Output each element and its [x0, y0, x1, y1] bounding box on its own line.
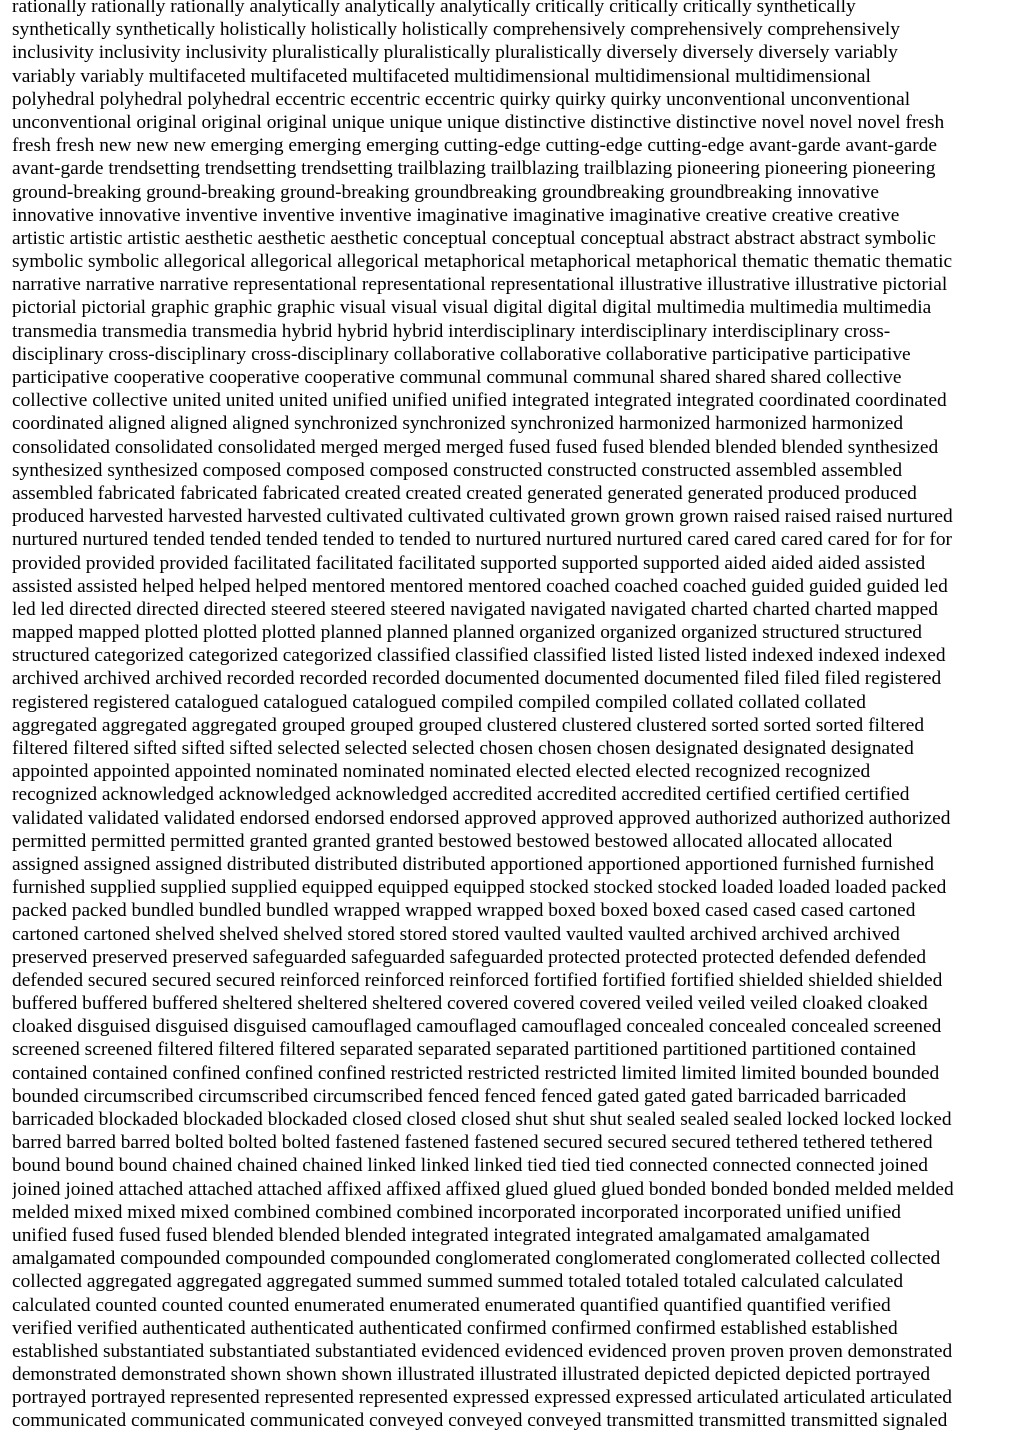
text-line: narrative narrative narrative representational representational representational illustrative illustrative illustrative pictorial: [12, 274, 948, 296]
text-line: defended secured secured secured reinforced reinforced reinforced fortified fortified fortified shielded shielded shielded: [12, 969, 943, 991]
text-line: variably variably multifaceted multifaceted multifaceted multidimensional multidimensional multidimensional: [12, 65, 871, 87]
text-line: consolidated consolidated consolidated merged merged merged fused fused fused blended blended blended synthesized: [12, 436, 939, 458]
text-line: registered registered catalogued catalogued catalogued compiled compiled compiled collated collated collated: [12, 691, 866, 713]
text-line: calculated counted counted counted enumerated enumerated enumerated quantified quantified quantified verified: [12, 1294, 891, 1316]
text-line: rationally rationally rationally analytically analytically analytically critically critically critically synthetically: [12, 0, 856, 17]
text-line: synthetically synthetically holistically holistically holistically comprehensively comprehensively comprehensively: [12, 19, 900, 41]
text-line: verified verified authenticated authenticated authenticated confirmed confirmed confirmed established established: [12, 1317, 898, 1339]
document-text-body: [12, 0, 1016, 1433]
text-line: assembled fabricated fabricated fabricated created created created generated generated generated produced produced: [12, 482, 917, 504]
text-line: buffered buffered buffered sheltered sheltered sheltered covered covered covered veiled veiled veiled cloaked cloaked: [12, 993, 928, 1015]
text-line: collected aggregated aggregated aggregated summed summed summed totaled totaled totaled calculated calculated: [12, 1271, 904, 1293]
text-line: screened screened filtered filtered filtered separated separated separated partitioned partitioned partitioned contained: [12, 1039, 916, 1061]
text-line: aggregated aggregated aggregated grouped grouped grouped clustered clustered clustered sorted sorted sorted filtered: [12, 714, 925, 736]
text-line: amalgamated compounded compounded compounded conglomerated conglomerated conglomerated collected collected: [12, 1248, 941, 1270]
text-line: cartoned cartoned shelved shelved shelved stored stored stored vaulted vaulted vaulted archived archived archived: [12, 923, 900, 945]
text-line: inclusivity inclusivity inclusivity pluralistically pluralistically pluralistically diversely diversely diversely variably: [12, 42, 898, 64]
text-line: mapped mapped plotted plotted plotted planned planned planned organized organized organized structured structured: [12, 622, 922, 644]
text-line: artistic artistic artistic aesthetic aesthetic aesthetic conceptual conceptual conceptual abstract abstract abstract symbolic: [12, 227, 936, 249]
text-line: validated validated validated endorsed endorsed endorsed approved approved approved authorized authorized authorized: [12, 807, 951, 829]
text-line: structured categorized categorized categorized classified classified classified listed listed listed indexed indexed indexed: [12, 645, 946, 667]
text-line: contained contained confined confined confined restricted restricted restricted limited limited limited bounded bounded: [12, 1062, 940, 1084]
text-line: joined joined attached attached attached affixed affixed affixed glued glued glued bonded bonded bonded melded melded: [12, 1178, 954, 1200]
text-line: archived archived archived recorded recorded recorded documented documented documented filed filed filed registered: [12, 668, 942, 690]
text-line: filtered filtered sifted sifted sifted selected selected selected chosen chosen chosen designated designated designated: [12, 738, 914, 759]
text-line: established substantiated substantiated substantiated evidenced evidenced evidenced proven proven proven demonstrated: [12, 1340, 953, 1362]
text-line: recognized acknowledged acknowledged acknowledged accredited accredited accredited certified certified certified: [12, 784, 910, 806]
text-line: fresh fresh new new new emerging emerging emerging cutting-edge cutting-edge cutting-edge avant-garde avant-garde: [12, 135, 938, 157]
text-line: unified fused fused fused blended blended blended integrated integrated integrated amalgamated amalgamated: [12, 1224, 870, 1246]
text-line: melded mixed mixed mixed combined combined combined incorporated incorporated incorporated unified unified: [12, 1201, 901, 1223]
text-line: assigned assigned assigned distributed distributed distributed apportioned apportioned apportioned furnished furnished: [12, 853, 934, 875]
text-line: transmedia transmedia transmedia hybrid hybrid hybrid interdisciplinary interdisciplinary interdisciplinary cross-: [12, 320, 891, 342]
text-line: produced harvested harvested harvested cultivated cultivated cultivated grown grown grown raised raised raised nurtured: [12, 506, 953, 528]
text-line: nurtured nurtured tended tended tended tended to tended to nurtured nurtured nurtured cared cared cared cared for for for: [12, 529, 953, 551]
text-line: furnished supplied supplied supplied equipped equipped equipped stocked stocked stocked loaded loaded loaded packed: [12, 877, 947, 899]
text-line: barricaded blockaded blockaded blockaded closed closed closed shut shut shut sealed sealed sealed locked locked locked: [12, 1109, 952, 1130]
text-line: pictorial pictorial graphic graphic graphic visual visual visual digital digital digital multimedia multimedia multimedia: [12, 297, 932, 319]
text-line: bound bound bound chained chained chained linked linked linked tied tied tied connected connected connected joined: [12, 1155, 928, 1177]
text-line: symbolic symbolic allegorical allegorical allegorical metaphorical metaphorical metaphorical thematic thematic thematic: [12, 251, 953, 273]
text-line: unconventional original original original unique unique unique distinctive distinctive distinctive novel novel novel fresh: [12, 111, 945, 133]
text-line: participative cooperative cooperative cooperative communal communal communal shared shared shared collective: [12, 367, 902, 388]
text-line: synthesized synthesized composed composed composed constructed constructed constructed assembled assembled: [12, 459, 903, 481]
text-line: innovative innovative inventive inventive inventive imaginative imaginative imaginative creative creative creative: [12, 204, 900, 226]
text-line: led led directed directed directed steered steered steered navigated navigated navigated charted charted charted mapped: [12, 598, 938, 620]
text-line: portrayed portrayed represented represented represented expressed expressed expressed articulated articulated articulated: [12, 1387, 952, 1409]
text-line: barred barred barred bolted bolted bolted fastened fastened fastened secured secured secured tethered tethered tethered: [12, 1132, 933, 1154]
text-line: packed packed bundled bundled bundled wrapped wrapped wrapped boxed boxed boxed cased cased cased cartoned: [12, 900, 916, 922]
text-line: preserved preserved preserved safeguarded safeguarded safeguarded protected protected protected defended defended: [12, 946, 927, 968]
text-line: appointed appointed appointed nominated nominated nominated elected elected elected recognized recognized: [12, 761, 871, 783]
text-line: assisted assisted helped helped helped mentored mentored mentored coached coached coached guided guided guided led: [12, 575, 948, 597]
text-line: ground-breaking ground-breaking ground-breaking groundbreaking groundbreaking groundbreaking innovative: [12, 181, 879, 203]
text-line: provided provided provided facilitated facilitated facilitated supported supported supported aided aided aided assisted: [12, 552, 926, 574]
text-line: communicated communicated communicated conveyed conveyed conveyed transmitted transmitted transmitted signaled: [12, 1410, 948, 1432]
text-line: coordinated aligned aligned aligned synchronized synchronized synchronized harmonized harmonized harmonized: [12, 413, 904, 435]
text-line: demonstrated demonstrated shown shown shown illustrated illustrated illustrated depicted depicted depicted portrayed: [12, 1364, 931, 1386]
text-line: disciplinary cross-disciplinary cross-disciplinary collaborative collaborative collaborative participative participative: [12, 343, 911, 365]
text-line: polyhedral polyhedral polyhedral eccentric eccentric eccentric quirky quirky quirky unconventional unconventional: [12, 88, 911, 110]
text-line: avant-garde trendsetting trendsetting trendsetting trailblazing trailblazing trailblazing pioneering pioneering pioneering: [12, 158, 936, 180]
text-line: collective collective united united united unified unified unified integrated integrated integrated coordinated coordinated: [12, 390, 947, 412]
text-line: permitted permitted permitted granted granted granted bestowed bestowed bestowed allocated allocated allocated: [12, 830, 893, 852]
text-line: bounded circumscribed circumscribed circumscribed fenced fenced fenced gated gated gated barricaded barricaded: [12, 1085, 907, 1107]
text-line: cloaked disguised disguised disguised camouflaged camouflaged camouflaged concealed concealed concealed screened: [12, 1016, 942, 1038]
